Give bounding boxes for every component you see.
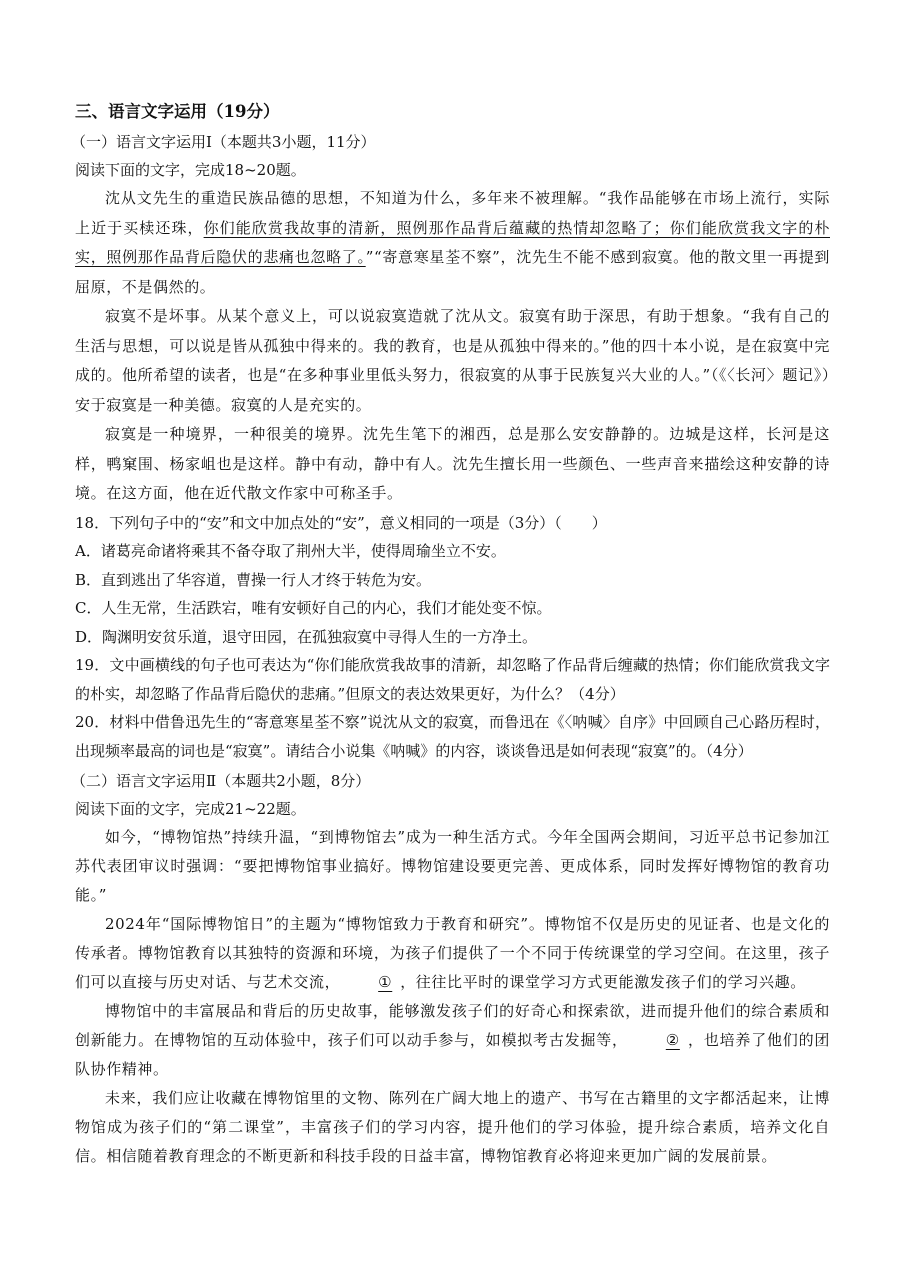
passage2-p3-start: 博物馆中的丰富展品和背后的历史故事，能够激发孩子们的好奇心和探索欲，进而提升他们的综合素质和创新能力。在博物馆的互动体验中，孩子们可以动手参与，如模拟考古发掘等， (75, 1002, 830, 1049)
passage2-paragraph2 (75, 910, 830, 997)
passage1-p1-end: ”“寄意寒星荃不察”，沈先生不能不感到寂寞。他的散文里一再提到屈原，不是偶然的。 (75, 248, 831, 296)
question-19: 19．文中画横线的句子也可表达为“你们能欣赏我故事的清新，却忽略了作品背后缠藏的热情；你们能欣赏我文字的朴实，却忽略了作品背后隐伏的悲痛。”但原文的表达效果更好，为什么？（4分） (75, 656, 830, 703)
underlined-sentence: 你们能欣赏我故事的清新，照例那作品背后蕴藏的热情却忽略了；你们能欣赏我文字的朴实，照例那作品背后隐伏的悲痛也忽略了。 (75, 218, 830, 266)
passage2-p2-end: ，往往比平时的课堂学习方式更能激发孩子们的学习兴趣。 (400, 973, 806, 991)
question-20: 20．材料中借鲁迅先生的“寄意寒星荃不察”说沈从文的寂寞，而鲁迅在《〈呐喊〉自序》中回顾自己心路历程时，出现频率最高的词也是“寂寞”。请结合小说集《呐喊》的内容，谈谈鲁迅是如何表现“寂寞”的。（4分） (75, 713, 830, 760)
q18-option-a: A．诸葛亮命诸将乘其不备夺取了荆州大半，使得周瑜坐立不安。 (75, 542, 506, 560)
passage1-paragraph3: 寂寞是一种境界，一种很美的境界。沈先生笔下的湘西，总是那么安安静静的。边城是这样，长河是这样，鸭窠围、杨家岨也是这样。静中有动，静中有人。沈先生擅长用一些颜色、一些声音来描绘这种安静的诗境。在这方面，他在近代散文作家中可称圣手。 (75, 425, 830, 502)
section-title: 三、语言文字运用（19分） (75, 102, 280, 121)
passage1-paragraph1 (75, 184, 830, 302)
part2-instruction: 阅读下面的文字，完成21~22题。 (75, 800, 306, 818)
q18-option-b: B．直到逃出了华容道，曹操一行人才终于转危为安。 (75, 570, 432, 589)
q18-option-c: C．人生无常，生活跌宕，唯有安顿好自己的内心，我们才能处变不惊。 (75, 599, 552, 617)
passage2-p2-start: 2024年“国际博物馆日”的主题为“博物馆致力于教育和研究”。博物馆不仅是历史的见证者、也是文化的传承者。博物馆教育以其独特的资源和环境，为孩子们提供了一个不同于传统课堂的学习空间。在这里，孩子们可以直接与历史对话、与艺术交流， (75, 915, 830, 991)
passage2-p3-end: ，也培养了他们的团队协作精神。 (75, 1031, 830, 1078)
exam-page (71, 100, 831, 1171)
passage2-paragraph4: 未来，我们应让收藏在博物馆里的文物、陈列在广阔大地上的遗产、书写在古籍里的文字都活起来，让博物馆成为孩子们的“第二课堂”，丰富孩子们的学习内容，提升他们的学习体验，提升综合素质，培养文化自信。相信随着教育理念的不断更新和科技手段的日益丰富，博物馆教育必将迎来更加广阔的发展前景。 (75, 1089, 830, 1165)
passage2-paragraph3 (75, 997, 830, 1084)
question-18: 18．下列句子中的“安”和文中加点处的“安”，意义相同的一项是（3分）（ ） (75, 513, 607, 532)
part2-header: （二）语言文字运用Ⅱ（本题共2小题，8分） (71, 772, 371, 790)
part1-instruction: 阅读下面的文字，完成18~20题。 (75, 161, 306, 179)
passage1-paragraph2: 寂寞不是坏事。从某个意义上，可以说寂寞造就了沈从文。寂寞有助于深思，有助于想象。“我有自己的生活与思想，可以说是皆从孤独中得来的。我的教育，也是从孤独中得来的。”他的四十本小说，是在寂寞中完成的。他所希望的读者，也是“在多种事业里低头努力，很寂寞的从事于民族复兴大业的人。”（《〈长河〉题记》）安于寂寞是一种美德。寂寞的人是充实的。 (75, 307, 830, 414)
passage2-paragraph1: 如今，“博物馆热”持续升温，“到博物馆去”成为一种生活方式。今年全国两会期间，习近平总书记参加江苏代表团审议时强调：“要把博物馆事业搞好。博物馆建设要更完善、更成体系，同时发挥好博物馆的教育功能。” (75, 828, 830, 904)
q18-option-d: D．陶渊明安贫乐道，退守田园，在孤独寂寞中寻得人生的一方净土。 (75, 627, 538, 646)
blank-1: ① (378, 973, 393, 991)
blank-2: ② (665, 1031, 680, 1049)
passage1-p1-start: 沈从文先生的重造民族品德的思想，不知道为什么，多年来不被理解。“我作品能够在市场上流行，实际上近于买椟还珠， (75, 189, 830, 237)
part1-header: （一）语言文字运用Ⅰ（本题共3小题，11分） (71, 133, 376, 151)
